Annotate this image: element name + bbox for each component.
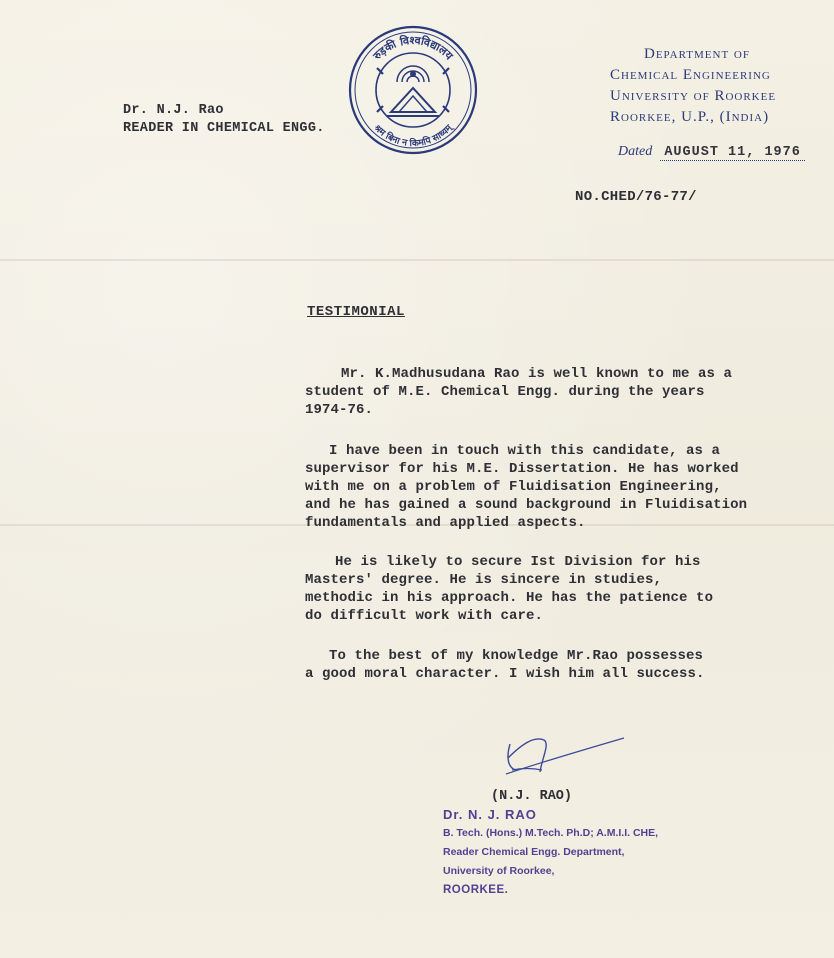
document-heading: TESTIMONIAL <box>307 304 405 320</box>
paragraph-line: a good moral character. I wish him all success. <box>305 666 705 682</box>
department-address <box>610 44 810 128</box>
signatory-name: (N.J. RAO) <box>491 789 573 804</box>
reference-number: NO.CHED/76-77/ <box>575 189 697 205</box>
seal-text-bottom: श्रम बिना न किमपि साध्यम् <box>371 123 455 150</box>
department-line: Chemical Engineering <box>610 67 771 83</box>
body-paragraph <box>305 365 745 419</box>
paragraph-line: with me on a problem of Fluidisation Engineering, <box>305 479 722 495</box>
body-paragraph <box>305 553 745 625</box>
dated-label: Dated <box>618 144 653 159</box>
stamp-degrees: B. Tech. (Hons.) M.Tech. Ph.D; A.M.I.I. CHE, <box>443 827 659 839</box>
paragraph-line: He is likely to secure Ist Division for his <box>335 554 701 570</box>
paper-fold <box>0 259 834 261</box>
paragraph-line: supervisor for his M.E. Dissertation. He has worked <box>305 461 739 477</box>
department-line: Department of <box>644 46 750 62</box>
date-line <box>618 144 805 160</box>
paragraph-line: methodic in his approach. He has the patience to <box>305 590 714 606</box>
university-seal-icon <box>347 24 479 156</box>
paragraph-line: do difficult work with care. <box>305 608 544 624</box>
body-paragraph <box>305 647 745 683</box>
paragraph-line: student of M.E. Chemical Engg. during the years <box>305 384 705 400</box>
paragraph-line: Mr. K.Madhusudana Rao is well known to me as a <box>341 366 733 382</box>
handwritten-signature-icon <box>496 728 631 788</box>
body-paragraph <box>305 442 748 532</box>
stamp-position: Reader Chemical Engg. Department, <box>443 846 625 858</box>
sender-block <box>123 102 325 138</box>
paragraph-line: 1974-76. <box>305 402 374 418</box>
sender-title: READER IN CHEMICAL ENGG. <box>123 121 325 136</box>
official-stamp <box>443 806 658 900</box>
seal-text-top: रुड़की विश्वविद्यालय <box>370 33 456 63</box>
paragraph-line: I have been in touch with this candidate, as a <box>329 443 721 459</box>
paragraph-line: and he has gained a sound background in Fluidisation <box>305 497 748 513</box>
paragraph-line: Masters' degree. He is sincere in studies, <box>305 572 663 588</box>
stamp-name: Dr. N. J. RAO <box>443 807 537 822</box>
paragraph-line: fundamentals and applied aspects. <box>305 515 586 531</box>
dated-value: AUGUST 11, 1976 <box>664 145 801 160</box>
stamp-city: ROORKEE. <box>443 884 509 896</box>
department-line: Roorkee, U.P., (India) <box>610 109 770 125</box>
stamp-university: University of Roorkee, <box>443 865 555 877</box>
paragraph-line: To the best of my knowledge Mr.Rao possesses <box>329 648 704 664</box>
department-line: University of Roorkee <box>610 88 777 104</box>
sender-name: Dr. N.J. Rao <box>123 103 224 118</box>
svg-text:रुड़की विश्वविद्यालय <box>370 33 456 63</box>
